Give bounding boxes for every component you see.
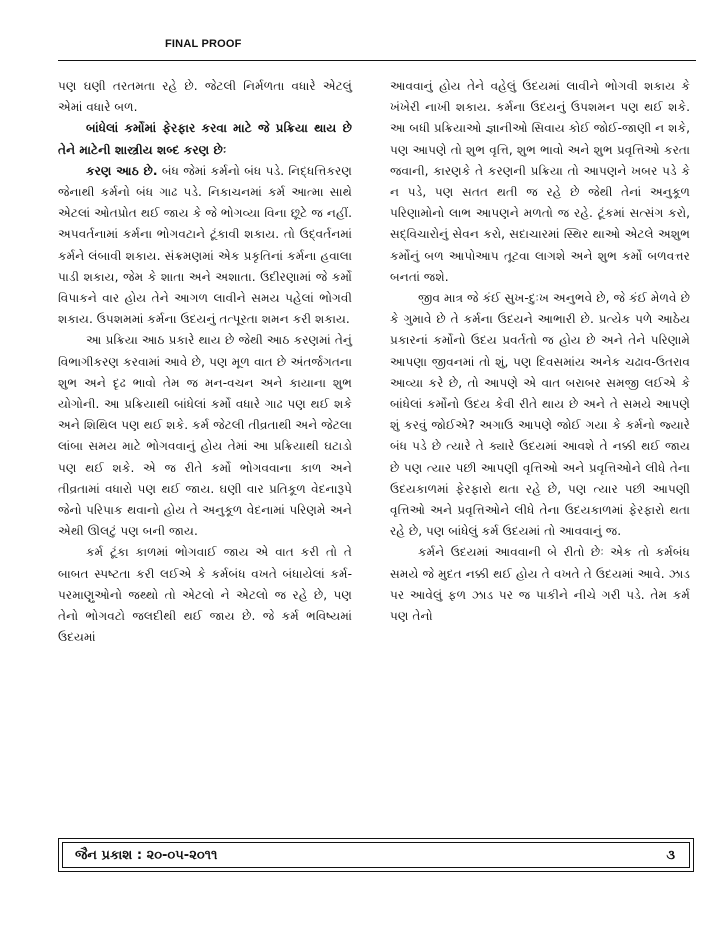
paragraph: આ પ્રક્રિયા આઠ પ્રકારે થાય છે જેથી આઠ કરણમાં તેનું વિભાગીકરણ કરવામાં આવે છે, પણ મૂળ વાત છે અંતર્જગતના શુભ અને દૃઢ ભાવો તેમ જ મન-વચન અને કાયાના શુભ યોગોની. આ પ્રક્રિયાથી બાંધેલાં કર્મો વધારે ગાઢ પણ થઈ શકે અને શિથિલ પણ થઈ શકે. કર્મ જેટલી તીવ્રતાથી અને જેટલા લાંબા સમય માટે ભોગવવાનું હોય તેમાં આ પ્રક્રિયાથી ઘટાડો પણ થઈ શકે. એ જ રીતે કર્મો ભોગવવાના કાળ અને તીવ્રતામાં વધારો પણ થઈ જાય. ઘણી વાર પ્રતિકૂળ વેદનારૂપે જેનો પરિપાક થવાનો હોય તે અનુકૂળ વેદનામાં પરિણમે અને એથી ઊલટું પણ બની જાય. — [58, 333, 352, 539]
paragraph-body: બંધ જેમાં કર્મનો બંધ પડે. નિદ્ધત્તિકરણ જેનાથી કર્મનો બંધ ગાઢ પડે. નિકાચનમાં કર્મ આત્મા સાથે એટલાં ઓતપ્રોત થઈ જાય કે જે ભોગવ્યા વિના છૂટે જ નહીં. અપવર્તનામાં કર્મના ભોગવટાને ટૂંકાવી શકાય. તો ઉદ્‌વર્તનમાં કર્મને લંબાવી શકાય. સંક્રમણમાં એક પ્રકૃતિનાં કર્મના હવાલા પાડી શકાય, જેમ કે શાતા અને અશાતા. ઉદીરણામાં જે કર્મો વિપાકને વાર હોય તેને આગળ લાવીને સમય પહેલાં ભોગવી શકાય. ઉપશમમાં કર્મના ઉદયનું તત્પૂરતા શમન કરી શકાય. — [58, 163, 352, 327]
paragraph — [58, 161, 352, 331]
paragraph: કર્મને ઉદયમાં આવવાની બે રીતો છેઃ એક તો કર્મબંધ સમયે જે મુદત નક્કી થઈ હોય તે વખતે તે ઉદયમાં આવે. ઝાડ પર આવેલું ફળ ઝાડ પર જ પાકીને નીચે ગરી પડે. તેમ કર્મ પણ તેનો — [390, 545, 690, 624]
paragraph: પણ ઘણી તરતમતા રહે છે. જેટલી નિર્મળતા વધારે એટલું એમાં વધારે બળ. — [58, 79, 352, 115]
header-rule — [58, 60, 696, 61]
paragraph: જીવ માત્ર જે કંઈ સુખ-દુઃખ અનુભવે છે, જે કંઈ મેળવે છે કે ગુમાવે છે તે કર્મના ઉદયને આભારી છે. પ્રત્યેક પળે આઠેય પ્રકારનાં કર્મોનો ઉદય પ્રવર્તતો જ હોય છે અને તેને પરિણામે આપણા જીવનમાં તો શું, પણ દિવસમાંય અનેક ચઢાવ-ઉતરાવ આવ્યા કરે છે, તો આપણે એ વાત બરાબર સમજી લઈએ કે બાંધેલાં કર્મોનો ઉદય કેવી રીતે થાય છે અને તે સમયે આપણે શું કરવું જોઈએ? અગાઉ આપણે જોઈ ગયા કે કર્મનો જ્યારે બંધ પડે છે ત્યારે તે ક્યારે ઉદયમાં આવશે તે નક્કી થઈ જાય છે પણ ત્યાર પછી આપણી વૃત્તિઓ અને પ્રવૃત્તિઓને લીધે તેના ઉદયકાળમાં ફેરફારો થતા રહે છે, પણ ત્યાર પછી આપણી વૃત્તિઓ અને પ્રવૃત્તિઓને લીધે તેના ઉદયકાળમાં ફેરફારો થતા રહે છે, પણ બાંધેલું કર્મ ઉદયમાં તો આવવાનું જ. — [390, 291, 690, 539]
right-column — [390, 76, 690, 627]
paragraph-lead: કરણ આઠ છે. — [86, 163, 158, 178]
left-column — [58, 76, 352, 648]
paragraph: કર્મ ટૂંકા કાળમાં ભોગવાઈ જાય એ વાત કરી તો તે બાબત સ્પષ્ટતા કરી લઈએ કે કર્મબંધ વખતે બંધાયેલાં કર્મ-પરમાણુઓનો જથ્થો તો એટલો ને એટલો જ રહે છે, પણ તેનો ભોગવટો જલદીથી થઈ જાય છે. જે કર્મ ભવિષ્યમાં ઉદયમાં — [58, 545, 352, 645]
section-heading: બાંધેલાં કર્મોમાં ફેરફાર કરવા માટે જે પ્રક્રિયા થાય છે તેને માટેની શાસ્ત્રીય શબ્દ કરણ છેઃ — [58, 121, 352, 157]
footer-inner-frame — [62, 842, 690, 868]
footer-box — [58, 838, 694, 872]
page-number: ૩ — [666, 847, 675, 863]
proof-label: FINAL PROOF — [165, 38, 242, 50]
publication-name-date: જૈન પ્રકાશ : ૨૦-૦૫-૨૦૧૧ — [75, 847, 218, 863]
paragraph: આવવાનું હોય તેને વહેલું ઉદયમાં લાવીને ભોગવી શકાય કે ખંખેરી નાખી શકાય. કર્મના ઉદયનું ઉપશમન પણ થઈ શકે. આ બધી પ્રક્રિયાઓ જ્ઞાનીઓ સિવાય કોઈ જોઈ-જાણી ન શકે, પણ આપણે તો શુભ વૃત્તિ, શુભ ભાવો અને શુભ પ્રવૃત્તિઓ કરતા જવાની, કારણકે તે કરણની પ્રક્રિયા તો આપણને ખબર પડે કે ન પડે, પણ સતત થતી જ રહે છે જેથી તેનાં અનુકૂળ પરિણામોનો લાભ આપણને મળતો જ રહે. ટૂંકમાં સત્સંગ કરો, સદ્‌વિચારોનું સેવન કરો, સદાચારમાં સ્થિર થાઓ એટલે અશુભ કર્મોનું બળ આપોઆપ તૂટવા લાગશે અને શુભ કર્મો બળવત્તર બનતાં જશે. — [390, 79, 690, 284]
